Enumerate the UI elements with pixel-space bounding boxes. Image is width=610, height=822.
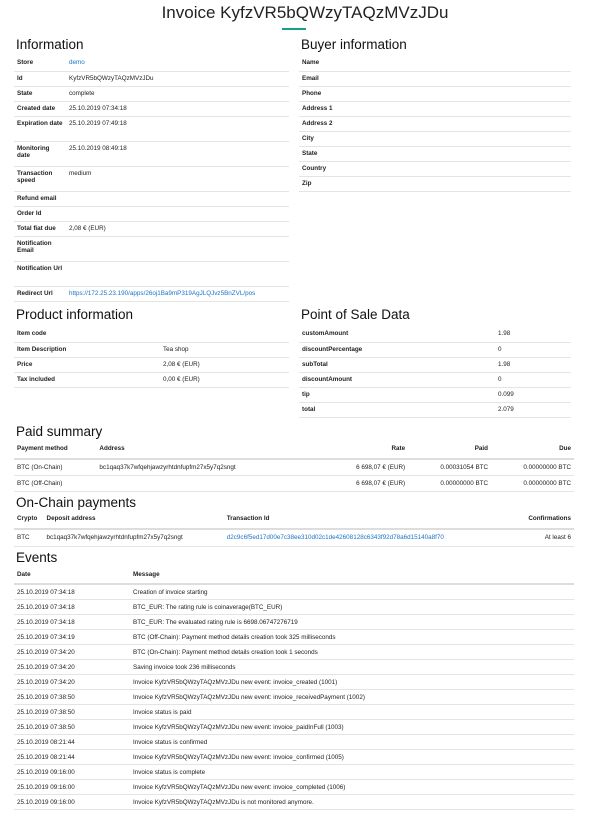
events-cell: 25.10.2019 07:38:50 xyxy=(14,719,130,734)
paid-column-header: Address xyxy=(96,445,307,459)
buyer-value xyxy=(425,131,571,146)
events-cell: 25.10.2019 09:16:00 xyxy=(14,764,130,779)
info-label: Order Id xyxy=(14,206,66,221)
info-row xyxy=(14,191,289,206)
events-cell: Creation of invoice starting xyxy=(130,584,574,599)
info-value: 25.10.2019 08:49:18 xyxy=(66,141,289,166)
paid-column-header: Payment method xyxy=(14,445,96,459)
onchain-cell: BTC xyxy=(14,529,44,546)
product-label: Item Description xyxy=(14,342,160,357)
info-value xyxy=(66,206,289,221)
paid-cell: 0.00000000 BTC xyxy=(491,475,574,491)
events-cell: Invoice KyfzVR5bQWzyTAQzMVzJDu new event: invoice_created (1001) xyxy=(130,674,574,689)
paid-cell: 0.00000000 BTC xyxy=(491,459,574,475)
events-cell: 25.10.2019 07:38:50 xyxy=(14,704,130,719)
title-underline xyxy=(282,28,306,30)
pos-label: total xyxy=(299,402,495,417)
info-value xyxy=(66,191,289,206)
events-cell: Invoice status is paid xyxy=(130,704,574,719)
paid-row xyxy=(14,459,574,475)
pos-row xyxy=(299,342,571,357)
events-cell: 25.10.2019 08:21:44 xyxy=(14,734,130,749)
info-row xyxy=(14,236,289,261)
info-value[interactable]: https://172.25.23.190/apps/26oj1Ba9mP319AgJLQJvz5BnZVL/pos xyxy=(66,286,289,301)
product-value xyxy=(160,327,289,342)
info-label: Notification Url xyxy=(14,261,66,286)
product-row xyxy=(14,372,289,387)
events-cell: 25.10.2019 07:34:19 xyxy=(14,629,130,644)
product-row xyxy=(14,327,289,342)
pos-value: 1.98 xyxy=(495,327,571,342)
info-label: Transaction speed xyxy=(14,166,66,191)
events-cell: BTC (On-Chain): Payment method details creation took 1 seconds xyxy=(130,644,574,659)
events-row xyxy=(14,734,574,749)
buyer-label: Zip xyxy=(299,176,425,191)
events-cell: 25.10.2019 07:34:18 xyxy=(14,614,130,629)
buyer-label: City xyxy=(299,131,425,146)
pos-row xyxy=(299,357,571,372)
events-row xyxy=(14,659,574,674)
pos-row xyxy=(299,402,571,417)
events-table xyxy=(14,571,574,810)
events-row xyxy=(14,704,574,719)
product-row xyxy=(14,342,289,357)
buyer-value xyxy=(425,146,571,161)
buyer-label: Name xyxy=(299,56,425,71)
events-cell: BTC (Off-Chain): Payment method details creation took 325 milliseconds xyxy=(130,629,574,644)
product-value: 0,00 € (EUR) xyxy=(160,372,289,387)
paid-cell: BTC (On-Chain) xyxy=(14,459,96,475)
events-cell: BTC_EUR: The rating rule is coinaverage(BTC_EUR) xyxy=(130,599,574,614)
events-cell: BTC_EUR: The evaluated rating rule is 6698.06747276719 xyxy=(130,614,574,629)
pos-value: 0.099 xyxy=(495,387,571,402)
buyer-row xyxy=(299,176,571,191)
events-row xyxy=(14,779,574,794)
paid-cell: 0.00000000 BTC xyxy=(408,475,491,491)
info-row xyxy=(14,56,289,71)
buyer-label: Email xyxy=(299,71,425,86)
info-row xyxy=(14,116,289,141)
info-row xyxy=(14,206,289,221)
info-label: Refund email xyxy=(14,191,66,206)
pos-value: 0 xyxy=(495,342,571,357)
paid-cell: BTC (Off-Chain) xyxy=(14,475,96,491)
info-value[interactable]: demo xyxy=(66,56,289,71)
info-value: medium xyxy=(66,166,289,191)
buyer-row xyxy=(299,146,571,161)
info-value xyxy=(66,261,289,286)
events-row xyxy=(14,674,574,689)
info-row xyxy=(14,86,289,101)
info-value: KyfzVR5bQWzyTAQzMVzJDu xyxy=(66,71,289,86)
onchain-table xyxy=(14,515,574,547)
info-row xyxy=(14,286,289,301)
events-row xyxy=(14,629,574,644)
buyer-label: Phone xyxy=(299,86,425,101)
events-row xyxy=(14,719,574,734)
info-row xyxy=(14,71,289,86)
events-cell: Saving invoice took 236 milliseconds xyxy=(130,659,574,674)
pos-heading: Point of Sale Data xyxy=(301,307,410,322)
events-cell: 25.10.2019 08:21:44 xyxy=(14,749,130,764)
events-cell: Invoice KyfzVR5bQWzyTAQzMVzJDu new event: invoice_paidInFull (1003) xyxy=(130,719,574,734)
events-column-header: Message xyxy=(130,571,574,584)
paid-cell: 0.00031054 BTC xyxy=(408,459,491,475)
events-row xyxy=(14,689,574,704)
onchain-column-header: Confirmations xyxy=(493,515,574,529)
buyer-row xyxy=(299,116,571,131)
paid-cell: bc1qaq37k7wfqehjawzyrhtdnfupfm27x5y7q2sngt xyxy=(96,459,307,475)
info-label: Expiration date xyxy=(14,116,66,141)
paid-column-header: Paid xyxy=(408,445,491,459)
pos-row xyxy=(299,387,571,402)
pos-label: customAmount xyxy=(299,327,495,342)
info-value: 2,08 € (EUR) xyxy=(66,221,289,236)
pos-label: tip xyxy=(299,387,495,402)
events-cell: 25.10.2019 07:34:18 xyxy=(14,584,130,599)
product-label: Item code xyxy=(14,327,160,342)
events-cell: 25.10.2019 07:38:50 xyxy=(14,689,130,704)
info-row xyxy=(14,261,289,286)
buyer-label: State xyxy=(299,146,425,161)
product-value: 2,08 € (EUR) xyxy=(160,357,289,372)
pos-table xyxy=(299,327,571,418)
events-row xyxy=(14,764,574,779)
pos-label: discountPercentage xyxy=(299,342,495,357)
info-value xyxy=(66,236,289,261)
pos-label: discountAmount xyxy=(299,372,495,387)
product-label: Price xyxy=(14,357,160,372)
info-label: Created date xyxy=(14,101,66,116)
buyer-row xyxy=(299,86,571,101)
events-cell: 25.10.2019 09:16:00 xyxy=(14,794,130,809)
events-row xyxy=(14,644,574,659)
buyer-value xyxy=(425,101,571,116)
info-value: 25.10.2019 07:34:18 xyxy=(66,101,289,116)
events-row xyxy=(14,584,574,599)
pos-row xyxy=(299,372,571,387)
buyer-value xyxy=(425,56,571,71)
buyer-label: Country xyxy=(299,161,425,176)
events-column-header: Date xyxy=(14,571,130,584)
buyer-label: Address 2 xyxy=(299,116,425,131)
paid-summary-table xyxy=(14,445,574,492)
events-cell: 25.10.2019 07:34:18 xyxy=(14,599,130,614)
events-cell: Invoice status is complete xyxy=(130,764,574,779)
onchain-cell[interactable]: d2c9c6f5ed17d00e7c38ee310d02c1de42608128c6343f92d78a6d15140a8f70 xyxy=(224,529,493,546)
buyer-table xyxy=(299,56,571,192)
events-cell: 25.10.2019 07:34:20 xyxy=(14,659,130,674)
paid-cell: 6 698,07 € (EUR) xyxy=(308,475,409,491)
events-cell: Invoice status is confirmed xyxy=(130,734,574,749)
onchain-heading: On-Chain payments xyxy=(16,495,137,510)
info-label: Redirect Url xyxy=(14,286,66,301)
events-row xyxy=(14,794,574,809)
info-value: 25.10.2019 07:49:18 xyxy=(66,116,289,141)
buyer-heading: Buyer information xyxy=(301,37,407,52)
product-row xyxy=(14,357,289,372)
info-label: Monitoring date xyxy=(14,141,66,166)
onchain-cell: At least 6 xyxy=(493,529,574,546)
info-value: complete xyxy=(66,86,289,101)
events-cell: 25.10.2019 07:34:20 xyxy=(14,674,130,689)
info-row xyxy=(14,101,289,116)
paid-column-header: Rate xyxy=(308,445,409,459)
information-heading: Information xyxy=(16,37,84,52)
events-cell: Invoice KyfzVR5bQWzyTAQzMVzJDu new event: invoice_completed (1006) xyxy=(130,779,574,794)
info-label: Total fiat due xyxy=(14,221,66,236)
pos-row xyxy=(299,327,571,342)
events-row xyxy=(14,749,574,764)
info-label: Id xyxy=(14,71,66,86)
buyer-value xyxy=(425,161,571,176)
page-title: Invoice KyfzVR5bQWzyTAQzMVzJDu xyxy=(161,3,449,22)
pos-value: 0 xyxy=(495,372,571,387)
events-cell: 25.10.2019 07:34:20 xyxy=(14,644,130,659)
product-table xyxy=(14,327,289,388)
buyer-value xyxy=(425,86,571,101)
info-row xyxy=(14,141,289,166)
info-row xyxy=(14,166,289,191)
paid-row xyxy=(14,475,574,491)
buyer-row xyxy=(299,131,571,146)
events-cell: 25.10.2019 09:16:00 xyxy=(14,779,130,794)
onchain-column-header: Crypto xyxy=(14,515,44,529)
information-table xyxy=(14,56,289,302)
events-cell: Invoice KyfzVR5bQWzyTAQzMVzJDu is not monitored anymore. xyxy=(130,794,574,809)
onchain-cell: bc1qaq37k7wfqehjawzyrhtdnfupfm27x5y7q2sngt xyxy=(44,529,224,546)
onchain-column-header: Deposit address xyxy=(44,515,224,529)
buyer-value xyxy=(425,176,571,191)
buyer-row xyxy=(299,161,571,176)
onchain-row xyxy=(14,529,574,546)
buyer-row xyxy=(299,101,571,116)
info-row xyxy=(14,221,289,236)
pos-value: 1.98 xyxy=(495,357,571,372)
buyer-row xyxy=(299,56,571,71)
info-label: State xyxy=(14,86,66,101)
product-value: Tea shop xyxy=(160,342,289,357)
events-cell: Invoice KyfzVR5bQWzyTAQzMVzJDu new event: invoice_receivedPayment (1002) xyxy=(130,689,574,704)
events-heading: Events xyxy=(16,550,58,565)
buyer-row xyxy=(299,71,571,86)
buyer-value xyxy=(425,71,571,86)
onchain-column-header: Transaction Id xyxy=(224,515,493,529)
pos-value: 2.079 xyxy=(495,402,571,417)
info-label: Notification Email xyxy=(14,236,66,261)
paid-summary-heading: Paid summary xyxy=(16,424,103,439)
buyer-label: Address 1 xyxy=(299,101,425,116)
paid-cell: 6 698,07 € (EUR) xyxy=(308,459,409,475)
product-label: Tax included xyxy=(14,372,160,387)
paid-column-header: Due xyxy=(491,445,574,459)
info-label: Store xyxy=(14,56,66,71)
pos-label: subTotal xyxy=(299,357,495,372)
product-heading: Product information xyxy=(16,307,134,322)
events-cell: Invoice KyfzVR5bQWzyTAQzMVzJDu new event: invoice_confirmed (1005) xyxy=(130,749,574,764)
buyer-value xyxy=(425,116,571,131)
paid-cell xyxy=(96,475,307,491)
events-row xyxy=(14,614,574,629)
events-row xyxy=(14,599,574,614)
